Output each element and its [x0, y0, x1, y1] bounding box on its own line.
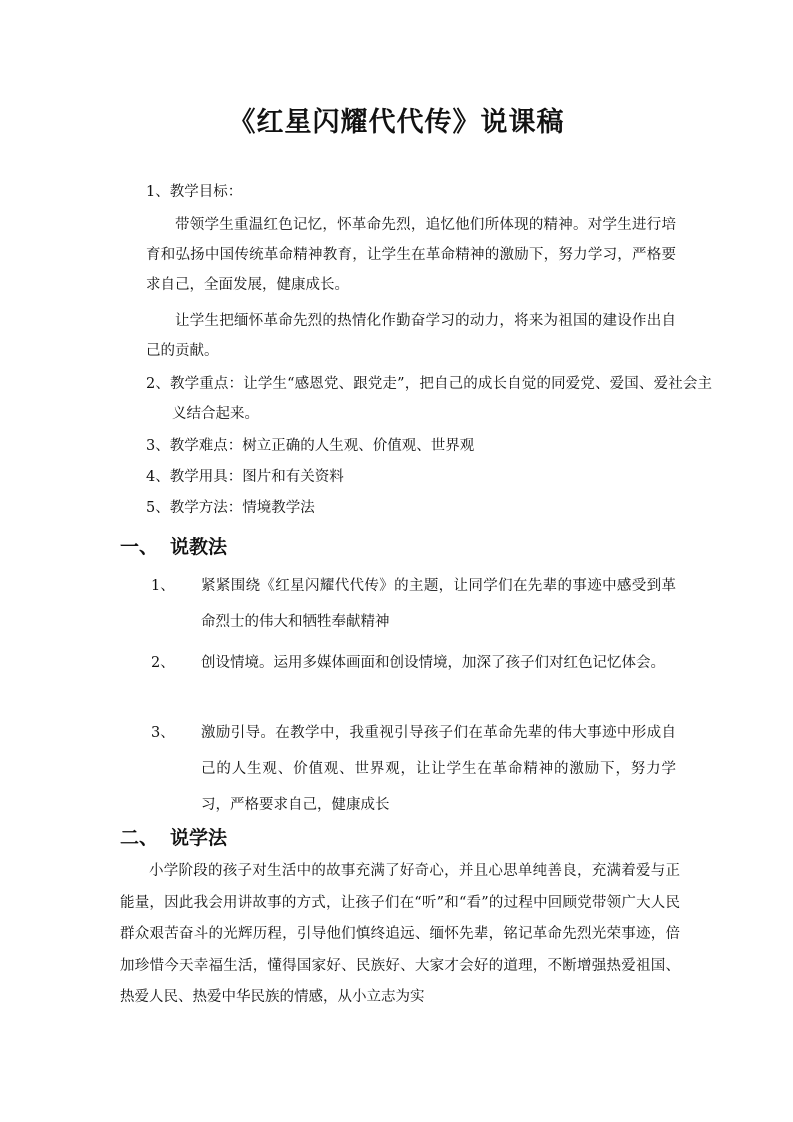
teaching-method-item-1 [146, 568, 676, 640]
section-2-number: 二、 [120, 827, 159, 849]
item-text: 紧紧围绕《红星闪耀代代传》的主题，让同学们在先辈的事迹中感受到革命烈士的伟大和牺牲奉献精神 [201, 578, 676, 630]
section-2-heading [120, 823, 227, 850]
item-text: 激励引导。在教学中，我重视引导孩子们在革命先辈的伟大事迹中形成自己的人生观、价值观、世界观，让让学生在革命精神的激励下，努力学习，严格要求自己，健康成长 [201, 725, 676, 813]
item-number: 3、 [151, 725, 175, 741]
section-1-heading [120, 532, 227, 559]
item-number: 1、 [151, 578, 175, 594]
document-title: 《红星闪耀代代传》说课稿 [228, 107, 565, 138]
objectives-paragraph-1: 带领学生重温红色记忆，怀革命先烈，追忆他们所体现的精神。对学生进行培育和弘扬中国传统革命精神教育，让学生在革命精神的激励下，努力学习，严格要求自己，全面发展，健康成长。 [146, 217, 676, 293]
key-points: 2、教学重点：让学生“感恩党、跟党走”，把自己的成长自觉的同爱党、爱国、爱社会主义结合起来。 [146, 376, 712, 422]
section-1-number: 一、 [120, 536, 159, 558]
learning-method-paragraph: 小学阶段的孩子对生活中的故事充满了好奇心，并且心思单纯善良，充满着爱与正能量，因此我会用讲故事的方式，让孩子们在“听”和“看”的过程中回顾党带领广大人民群众艰苦奋斗的光辉历程，引导他们慎终追远、缅怀先辈，铭记革命先烈光荣事迹，倍加珍惜今天幸福生活，懂得国家好、民族好、大家才会好的道理，不断增强热爱祖国、热爱人民、热爱中华民族的情感，从小立志为实 [120, 863, 680, 1005]
section-2-title: 说学法 [170, 827, 228, 849]
item-text: 创设情境。运用多媒体画面和创设情境，加深了孩子们对红色记忆体会。 [201, 655, 665, 671]
item-number: 2、 [151, 655, 175, 671]
teaching-method-item-3 [146, 715, 676, 823]
teaching-method: 5、教学方法：情境教学法 [146, 500, 315, 516]
teaching-tools: 4、教学用具：图片和有关资料 [146, 469, 344, 485]
teaching-method-item-2 [146, 645, 676, 681]
section-1-title: 说教法 [170, 536, 228, 558]
objectives-paragraph-2: 让学生把缅怀革命先烈的热情化作勤奋学习的动力，将来为祖国的建设作出自己的贡献。 [146, 313, 676, 359]
objectives-heading: 1、教学目标： [146, 184, 243, 200]
difficulty: 3、教学难点：树立正确的人生观、价值观、世界观 [146, 438, 475, 454]
